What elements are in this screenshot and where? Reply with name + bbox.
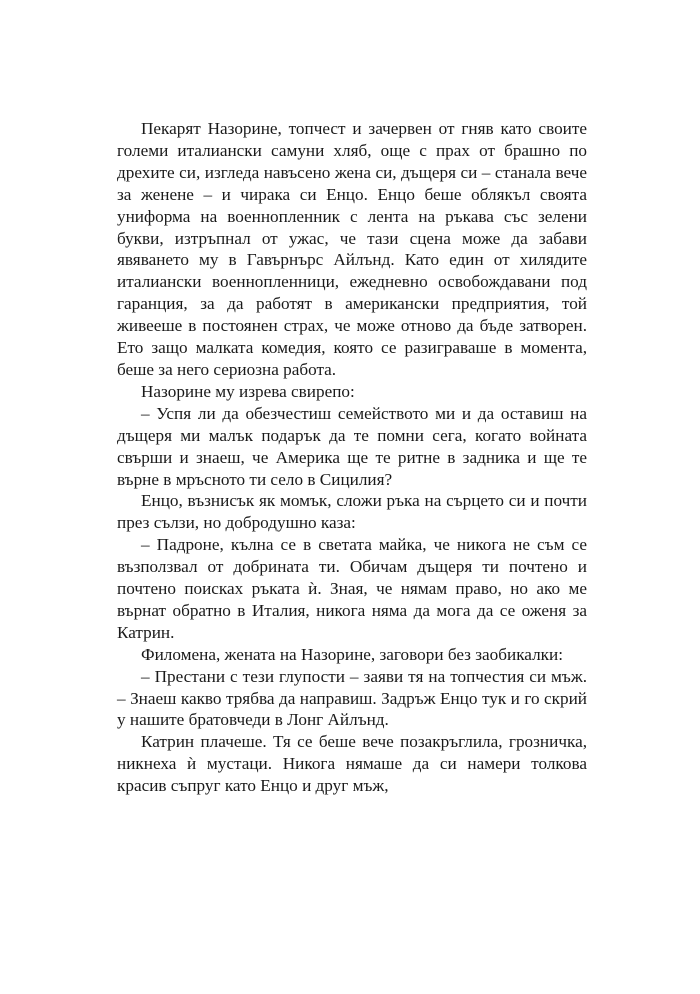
paragraph-3: – Успя ли да обезчестиш семейството ми и да оставиш на дъщеря ми малък подарък да те помни сега, когато войната свърши и знаеш, че Америка ще те ритне в задника и ще те върне в мръсното ти село в Сицилия?: [117, 403, 587, 489]
paragraph-8: Катрин плачеше. Тя се беше вече позакръглила, грозничка, никнеха ѝ мустаци. Никога нямаше да си намери толкова красив съпруг като Енцо и друг мъж,: [117, 732, 587, 796]
paragraph-1: Пекарят Назорине, топчест и зачервен от гняв като своите големи италиански самуни хляб, още с прах от брашно по дрехите си, изгледа навъсено жена си, дъщеря си – станала вече за женене – и чирака си Енцо. Енцо беше облякъл своята униформа на военнопленник с лента на ръкава със зелени букви, изтръпнал от ужас, че тази сцена може да забави явяването му в Гавърнърс Айлънд. Като един от хилядите италиански военнопленници, ежедневно освобождавани под гаранция, за да работят в американски предприятия, той живееше в постоянен страх, че може отново да бъде затворен. Ето защо малката комедия, която се разиграваше в момента, беше за него сериозна работа.: [117, 119, 587, 379]
paragraph-7: – Престани с тези глупости – заяви тя на топчестия си мъж. – Знаеш какво трябва да направиш. Задръж Енцо тук и го скрий у нашите братовчеди в Лонг Айлънд.: [117, 666, 587, 730]
paragraph-6: Филомена, жената на Назорине, заговори без заобикалки:: [141, 644, 563, 664]
paragraph-2: Назорине му изрева свирепо:: [141, 381, 355, 401]
paragraph-5: – Падроне, кълна се в светата майка, че никога не съм се възползвал от добрината ти. Обичам дъщеря ти почтено и почтено поисках ръката ѝ. Зная, че нямам право, но ако ме върнат обратно в Италия, никога няма да мога да се оженя за Катрин.: [117, 535, 587, 642]
paragraph-4: Енцо, възнисък як момък, сложи ръка на сърцето си и почти през сълзи, но добродушно каза:: [117, 491, 587, 533]
book-page: [117, 118, 587, 797]
